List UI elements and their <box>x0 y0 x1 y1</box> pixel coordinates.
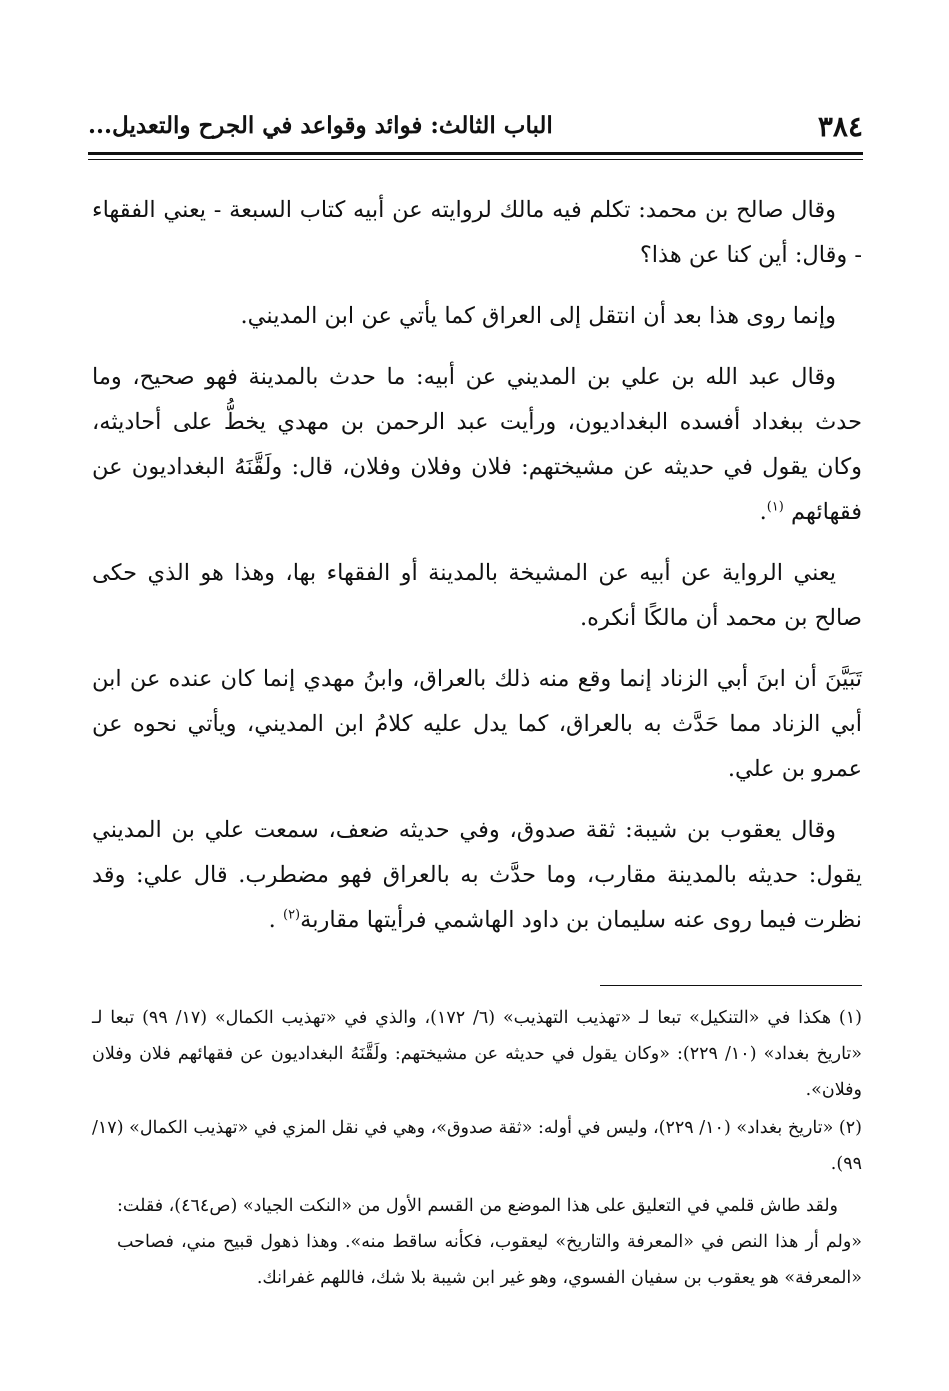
footnote-separator <box>600 985 862 986</box>
footnotes <box>92 1000 862 1298</box>
paragraph-3-end: . <box>759 499 767 525</box>
page-number: ٣٨٤ <box>817 110 863 143</box>
paragraph-5: تَبَيَّنَ أن ابنَ أبي الزناد إنما وقع منه ذلك بالعراق، وابنُ مهدي إنما كان عنده عن ابن أبي الزناد مما حَدَّث به بالعراق، كما يدل عليه كلامُ ابن المديني، ويأتي نحوه عن عمرو بن علي. <box>92 666 862 782</box>
footnote-comment: ولقد طاش قلمي في التعليق على هذا الموضع من القسم الأول من «النكت الجياد» (ص٤٦٤)، فقلت: «ولم أر هذا النص في «المعرفة والتاريخ» ليعقوب، فكأنه ساقط منه». وهذا ذهول قبيح مني، فصاحب «المعرفة» هو يعقوب بن سفيان الفسوي، وهو غير ابن شيبة بلا شك، فاللهم غفرانك. <box>116 1196 862 1288</box>
footnote-2: (٢) «تاريخ بغداد» (١٠/ ٢٢٩)، وليس في أوله: «ثقة صدوق»، وهي في نقل المزي في «تهذيب الكمال» (١٧/ ٩٩). <box>92 1118 862 1174</box>
paragraph-6-text: وقال يعقوب بن شيبة: ثقة صدوق، وفي حديثه ضعف، سمعت علي بن المديني يقول: حديثه بالمدينة مقارب، وما حدَّث به بالعراق فهو مضطرب. قال علي: وقد نظرت فيما روى عنه سليمان بن داود الهاشمي فرأيتها مقاربة <box>92 817 862 933</box>
footnote-1: (١) هكذا في «التنكيل» تبعا لـ «تهذيب التهذيب» (٦/ ١٧٢)، والذي في «تهذيب الكمال» (١٧/ ٩٩) تبعا لـ «تاريخ بغداد» (١٠/ ٢٢٩): «وكان يقول في حديثه عن مشيختهم: ولَقَّنَهُ البغداديون عن فقهائهم فلان وفلان وفلان». <box>92 1008 862 1100</box>
running-title: الباب الثالث: فوائد وقواعد في الجرح والتعديل... <box>88 112 553 139</box>
paragraph-1: وقال صالح بن محمد: تكلم فيه مالك لروايته عن أبيه كتاب السبعة - يعني الفقهاء - وقال: أين كنا عن هذا؟ <box>92 197 862 268</box>
paragraph-3 <box>92 355 862 535</box>
page-header <box>88 108 863 144</box>
main-text <box>92 188 862 959</box>
paragraph-6 <box>92 808 862 943</box>
paragraph-6-end: . <box>268 907 276 933</box>
paragraph-4: يعني الرواية عن أبيه عن المشيخة بالمدينة أو الفقهاء بها، وهذا هو الذي حكى صالح بن محمد أن مالكًا أنكره. <box>92 560 862 631</box>
paragraph-3-text: وقال عبد الله بن علي بن المديني عن أبيه: ما حدث بالمدينة فهو صحيح، وما حدث ببغداد أفسده البغداديون، ورأيت عبد الرحمن بن مهدي يخطُّ على أحاديثه، وكان يقول في حديثه عن مشيختهم: فلان وفلان وفلان، قال: ولَقَّنَهُ البغداديون عن فقهائهم <box>92 364 862 525</box>
paragraph-2: وإنما روى هذا بعد أن انتقل إلى العراق كما يأتي عن ابن المديني. <box>240 303 836 329</box>
footnote-ref-1: (١) <box>766 499 784 515</box>
header-rule-thin <box>88 159 863 160</box>
header-rule-thick <box>88 152 863 155</box>
footnote-ref-2: (٢) <box>282 907 301 923</box>
